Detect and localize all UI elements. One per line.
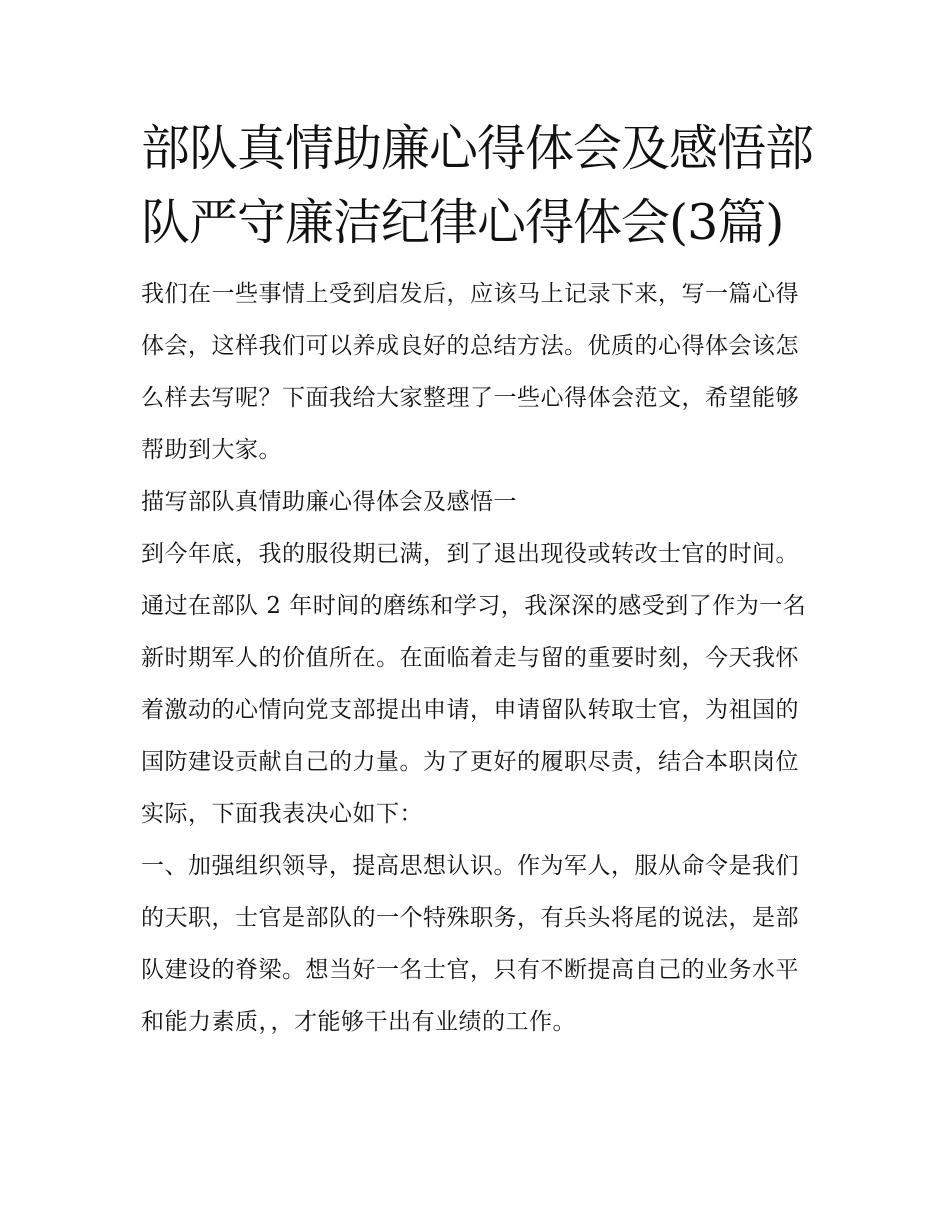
section-heading: 描写部队真情助廉心得体会及感悟一 (141, 489, 517, 515)
intro-paragraph: 我们在一些事情上受到启发后，应该马上记录下来，写一篇心得体会，这样我们可以养成良好的总结方法。优质的心得体会该怎么样去写呢？下面我给大家整理了一些心得体会范文，希望能够帮助到大家。 (141, 281, 799, 463)
body-paragraph: 到今年底，我的服役期已满，到了退出现役或转改士官的时间。通过在部队 2 年时间的磨练和学习，我深深的感受到了作为一名新时期军人的价值所在。在面临着走与留的重要时刻，今天我怀着激动的心情向党支部提出申请，申请留队转取士官，为祖国的国防建设贡献自己的力量。为了更好的履职尽责，结合本职岗位实际，下面我表决心如下： (141, 541, 807, 827)
document-title: 部队真情助廉心得体会及感悟部队严守廉洁纪律心得体会(3篇) (141, 120, 814, 251)
document-body (141, 112, 813, 1048)
body-paragraph: 一、加强组织领导，提高思想认识。作为军人，服从命令是我们的天职，士官是部队的一个特殊职务，有兵头将尾的说法，是部队建设的脊梁。想当好一名士官，只有不断提高自己的业务水平和能力素质，，才能够干出有业绩的工作。 (141, 853, 799, 1035)
